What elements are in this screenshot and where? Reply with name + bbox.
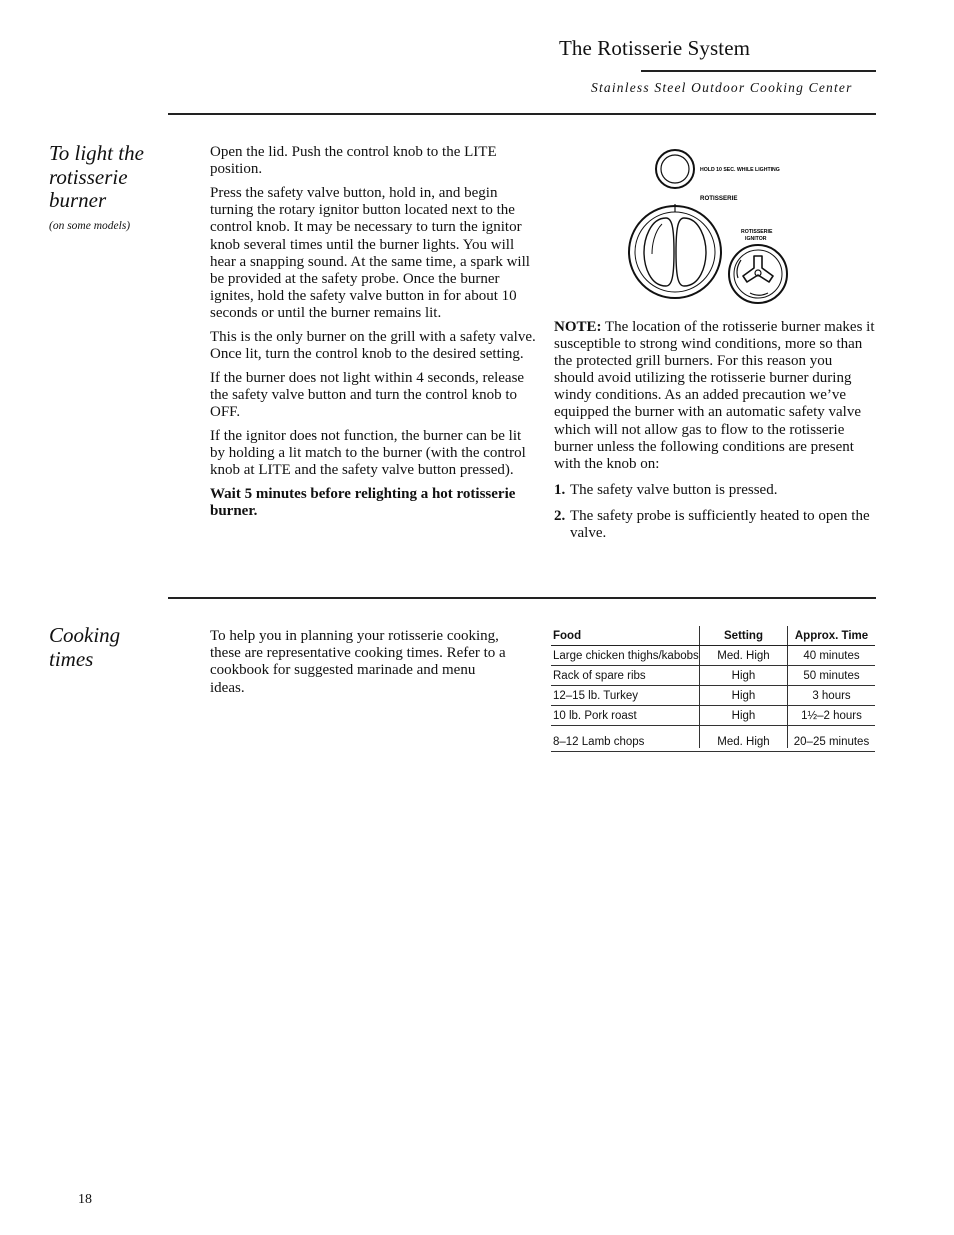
setting-cell: Med. High bbox=[700, 726, 788, 748]
section-divider-top bbox=[168, 113, 876, 115]
models-note: (on some models) bbox=[49, 220, 131, 232]
safety-note bbox=[554, 319, 876, 542]
time-cell: 50 minutes bbox=[803, 669, 860, 682]
time-cell: 40 minutes bbox=[803, 649, 860, 662]
time-cell: 3 hours bbox=[812, 689, 851, 702]
page-header-subtitle: Stainless Steel Outdoor Cooking Center bbox=[591, 80, 853, 95]
safety-valve-button-icon bbox=[656, 150, 694, 188]
setting-cell: High bbox=[700, 686, 788, 705]
cooking-section-title bbox=[49, 624, 120, 671]
food-cell: 12–15 lb. Turkey bbox=[551, 686, 700, 705]
lighting-title-line: rotisserie bbox=[49, 164, 128, 189]
knob-diagram-svg bbox=[620, 142, 800, 308]
cooking-title-line: Cooking bbox=[49, 623, 121, 647]
instruction-paragraph: Open the lid. Push the control knob to the LITE position. bbox=[210, 144, 497, 178]
lighting-title-line: burner bbox=[49, 188, 107, 212]
food-cell: Rack of spare ribs bbox=[551, 666, 700, 685]
warning-text: Wait 5 minutes before relighting a hot rotisserie burner. bbox=[210, 486, 516, 520]
cooking-intro: To help you in planning your rotisserie cooking, these are representative cooking times. Refer to a cookbook for suggested marinade and menu ideas. bbox=[210, 628, 506, 696]
page-header-title: The Rotisserie System bbox=[559, 36, 751, 60]
condition-text: The safety probe is sufficiently heated to open the valve. bbox=[570, 507, 870, 542]
page-number: 18 bbox=[78, 1192, 92, 1207]
instruction-paragraph: If the burner does not light within 4 seconds, release the safety valve button and turn the control knob to OFF. bbox=[210, 369, 525, 421]
lighting-title-line: To light the bbox=[49, 141, 144, 165]
ignitor-label-line-2: IGNITOR bbox=[745, 236, 767, 242]
hold-label: HOLD 10 SEC. WHILE LIGHTING bbox=[700, 167, 780, 173]
header-food: Food bbox=[551, 626, 700, 645]
food-cell: 10 lb. Pork roast bbox=[551, 706, 700, 725]
table-row bbox=[551, 726, 875, 752]
lighting-instructions bbox=[210, 144, 536, 527]
condition-item bbox=[554, 482, 876, 499]
food-cell: Large chicken thighs/kabobs bbox=[551, 646, 700, 665]
condition-number: 1. bbox=[554, 481, 566, 498]
cooking-title-line: times bbox=[49, 646, 94, 671]
instruction-paragraph: Press the safety valve button, hold in, and begin turning the rotary ignitor button located next to the control knob. It may be necessary to turn the ignitor knob several times until the burner lights. You will hear a snapping sound. At the same time, a spark will be provided at the safety probe. Once the burner ignites, hold the safety valve button in for about 10 seconds or until the burner remains lit. bbox=[210, 184, 530, 322]
instruction-paragraph: If the ignitor does not function, the burner can be lit by holding a lit match to the burner (with the control knob at LITE and the safety valve button pressed). bbox=[210, 428, 526, 479]
lighting-section-title bbox=[49, 142, 144, 213]
condition-text: The safety valve button is pressed. bbox=[570, 481, 778, 498]
time-cell: 1½–2 hours bbox=[801, 709, 862, 722]
condition-number: 2. bbox=[554, 507, 566, 524]
note-text: The location of the rotisserie burner makes it susceptible to strong wind conditions, more so than the protected grill burners. For this reason you should avoid utilizing the rotisserie burner during windy conditions. As an added precaution we’ve equipped the burner with an automatic safety valve which will not allow gas to flow to the rotisserie burner unless the following conditions are present with the knob on: bbox=[554, 319, 875, 472]
table-header-row bbox=[551, 626, 875, 646]
table-row bbox=[551, 666, 875, 686]
setting-cell: Med. High bbox=[700, 646, 788, 665]
time-cell: 20–25 minutes bbox=[793, 736, 870, 748]
food-cell: 8–12 Lamb chops bbox=[551, 726, 700, 748]
note-label: NOTE: bbox=[554, 319, 602, 335]
condition-item bbox=[554, 508, 876, 542]
section-divider-middle bbox=[168, 597, 876, 599]
rotisserie-label: ROTISSERIE bbox=[700, 195, 738, 202]
table-row bbox=[551, 646, 875, 666]
control-knob-icon bbox=[629, 204, 721, 298]
header-divider bbox=[641, 70, 876, 72]
header-setting: Setting bbox=[700, 626, 788, 645]
rotary-ignitor-icon bbox=[729, 245, 787, 303]
ignitor-label-line-1: ROTISSERIE bbox=[741, 229, 773, 235]
table-row bbox=[551, 706, 875, 726]
table-row bbox=[551, 686, 875, 706]
instruction-paragraph: This is the only burner on the grill with a safety valve. Once lit, turn the control knob to the desired setting. bbox=[210, 329, 536, 363]
setting-cell: High bbox=[700, 706, 788, 725]
control-knob-diagram bbox=[620, 142, 800, 308]
header-time: Approx. Time bbox=[794, 629, 869, 642]
cooking-times-table bbox=[551, 626, 875, 752]
setting-cell: High bbox=[700, 666, 788, 685]
